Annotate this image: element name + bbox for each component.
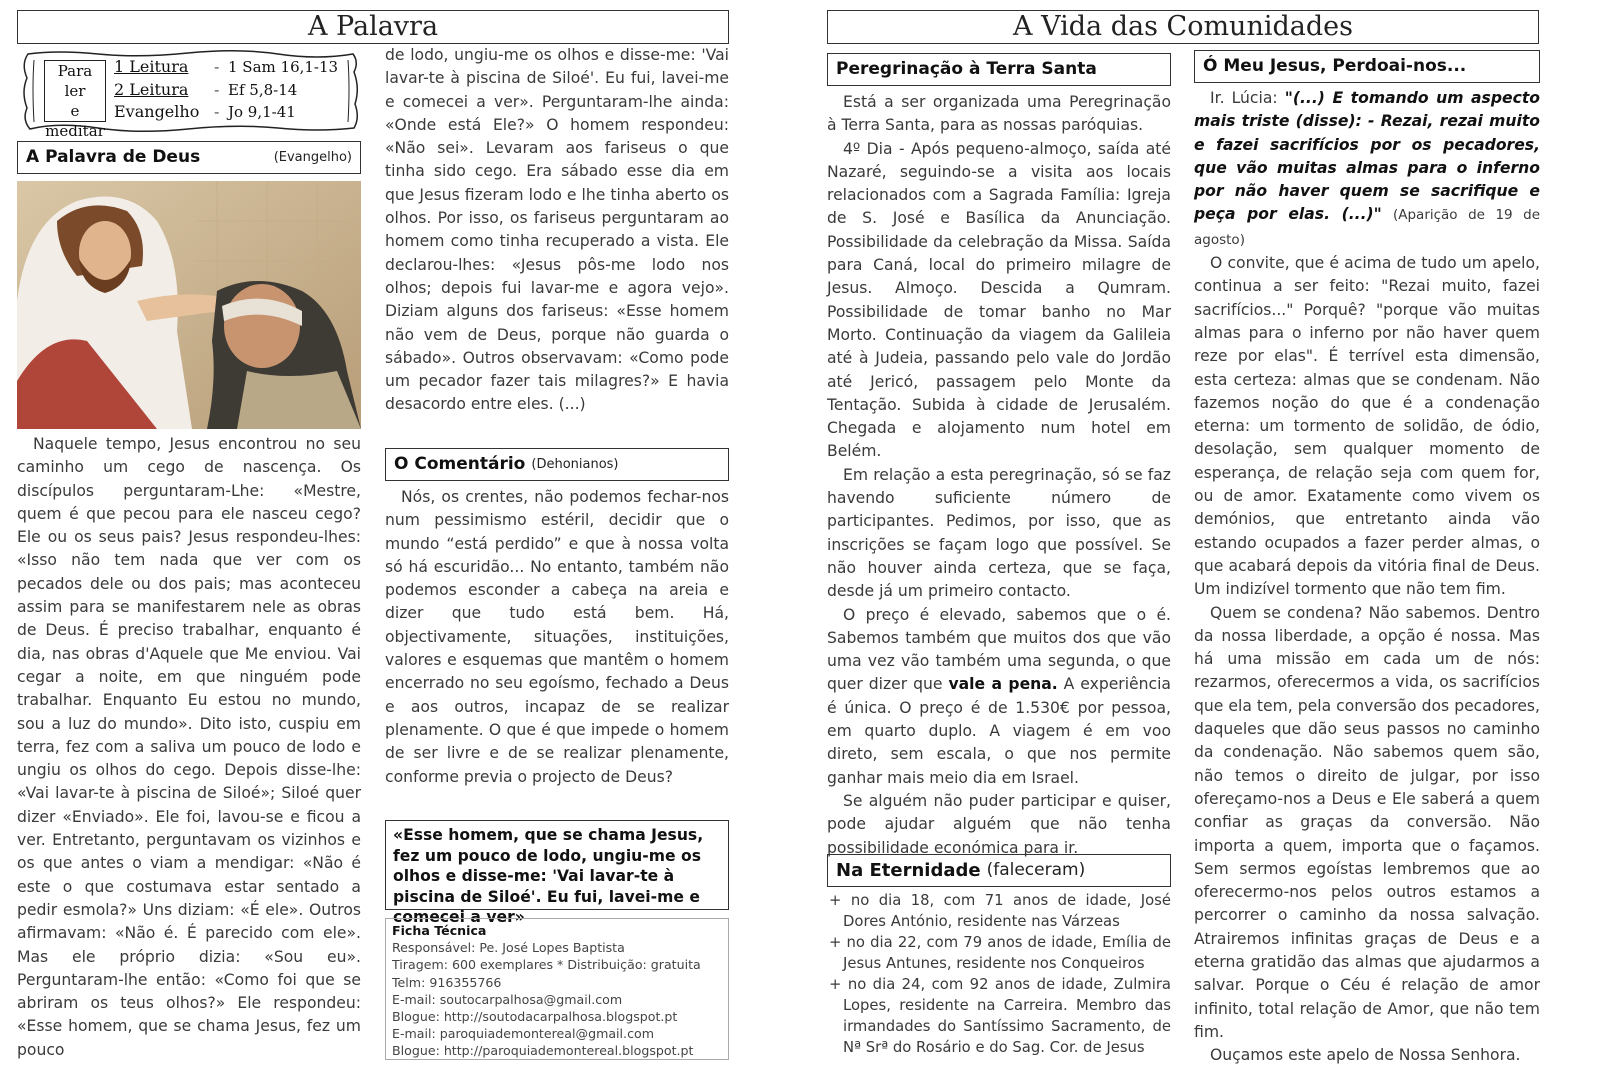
- readings-list: [114, 56, 354, 124]
- reading-dash: -: [214, 57, 220, 76]
- right-page-title: A Vida das Comunidades: [827, 10, 1539, 44]
- jesus-healing-blind-man-icon: [17, 181, 361, 429]
- lucia-quote: "(...) E tomando um aspecto mais triste (disse): - Rezai, rezai muito e fazei sacrifícios por os pecadores, que vão muitas almas para o inferno por não haver quem se sacrifique e peça por elas. (...)": [1194, 89, 1540, 224]
- reading-ref: Ef 5,8-14: [228, 80, 298, 99]
- ficha-email-link[interactable]: E-mail: paroquiademontereal@gmail.com: [392, 1026, 654, 1042]
- jesus-paragraph: Ouçamos este apelo de Nossa Senhora.: [1210, 1046, 1521, 1065]
- section-title: Na Eternidade: [836, 860, 981, 881]
- section-title: A Palavra de Deus: [26, 147, 201, 167]
- emphasis-text: vale a pena.: [948, 675, 1058, 694]
- reading-ref: 1 Sam 16,1-13: [228, 58, 339, 76]
- obituary-item: + no dia 22, com 79 anos de idade, Emília de Jesus Antunes, residente nos Conqueiros: [829, 934, 1171, 972]
- reading-name: Evangelho: [114, 102, 200, 121]
- ficha-blog-link[interactable]: Blogue: http://paroquiademontereal.blogspot.pt: [392, 1043, 694, 1059]
- section-title: Ó Meu Jesus, Perdoai-nos...: [1203, 56, 1467, 76]
- peregrinacao-paragraph: 4º Dia - Após pequeno-almoço, saída até Nazaré, seguindo-se a visita aos locais relacionados com a Sagrada Família: Igreja de S. José e Basílica da Anunciação. Possibilidade da celebração da Missa. Saída para Caná, local do primeiro milagre de Jesus. Almoço. Descida a Qumram. Possibilidade de tomar banho no Mar Morto. Continuação da viagem da Galileia até à Judeia, passando pelo vale do Jordão até Jericó, passagem pelo Monte da Tentação. Subida à cidade de Jerusalém. Chegada e alojamento num hotel em Belém.: [827, 139, 1171, 461]
- label-line: meditar: [45, 122, 105, 140]
- eternidade-section: [827, 854, 1171, 1058]
- obituary-item: + no dia 18, com 71 anos de idade, José Dores António, residente nas Várzeas: [829, 892, 1171, 930]
- peregrinacao-paragraph: Está a ser organizada uma Peregrinação à Terra Santa, para as nossas paróquias.: [827, 93, 1171, 135]
- readings-scroll: [18, 48, 363, 140]
- section-title: Peregrinação à Terra Santa: [836, 59, 1097, 79]
- reading-name: 2 Leitura: [114, 79, 189, 99]
- peregrinacao-header: [827, 53, 1171, 86]
- ficha-email-link[interactable]: E-mail: soutocarpalhosa@gmail.com: [392, 991, 623, 1007]
- reading-row: [114, 101, 354, 124]
- readings-label: [44, 60, 106, 140]
- reading-row: [114, 79, 354, 102]
- ficha-line: Tiragem: 600 exemplares * Distribuição: gratuita: [392, 957, 701, 973]
- ficha-title: Ficha Técnica: [392, 923, 487, 938]
- reading-name: 1 Leitura: [114, 57, 189, 76]
- peregrinacao-paragraph: Se alguém não puder participar e quiser, pode ajudar alguém que não tenha possibilidade económica para ir.: [827, 791, 1171, 857]
- price-text: A experiência é única. O preço é de 1.530€ por pessoa, em quarto duplo. A viagem é em voo direto, sem escala, o que nos permite ganhar mais meio dia em Israel.: [827, 675, 1171, 787]
- palavra-header: [17, 141, 361, 174]
- column-4: [1194, 50, 1540, 1067]
- section-subtitle: (Dehonianos): [531, 457, 619, 472]
- peregrinacao-paragraph: [827, 604, 1171, 790]
- section-title: O Comentário: [394, 454, 526, 474]
- column-3: [827, 53, 1171, 860]
- ficha-line: Responsável: Pe. José Lopes Baptista: [392, 940, 625, 956]
- reading-dash: -: [214, 79, 220, 99]
- gospel-continuation: de lodo, ungiu-me os olhos e disse-me: 'Vai lavar-te à piscina de Siloé'. Eu fui, lavei-me e comecei a ver». Perguntaram-lhe ainda: «Onde está Ele?» O homem respondeu: «Não sei». Levaram aos fariseus o que tinha sido cego. Era sábado esse dia em que Jesus fizeram lodo e lhe tinha aberto os olhos. Por isso, os fariseus perguntaram ao homem como tinha recuperado a vista. Ele declarou-lhes: «Jesus pôs-me lodo nos olhos; depois fui lavar-me e agora vejo». Diziam alguns dos fariseus: «Esse homem não vem de Deus, porque não guarda o sábado». Outros observavam: «Como pode um pecador fazer tais milagres?» E havia desacordo entre eles. (...): [385, 46, 729, 414]
- comentario-header: [385, 448, 729, 481]
- column-2: [385, 44, 729, 417]
- ficha-line: Telm: 916355766: [392, 974, 502, 990]
- gospel-illustration: [17, 181, 361, 429]
- peregrinacao-paragraph: Em relação a esta peregrinação, só se faz havendo suficiente número de participantes. Pedimos, por isso, que as inscrições se façam logo que possível. Se não houver ainda certeza, que se faça, desde já um primeiro contacto.: [827, 465, 1171, 601]
- jesus-header: [1194, 50, 1540, 83]
- section-subtitle: (Evangelho): [273, 150, 352, 165]
- label-line: Para ler: [57, 62, 93, 100]
- ficha-tecnica: [385, 918, 729, 1060]
- obituary-item: + no dia 24, com 92 anos de idade, Zulmira Lopes, residente na Carreira. Membro das irmandades do Santíssimo Sacramento, de Nª Srª do Rosário e do Sag. Cor. de Jesus: [829, 976, 1171, 1056]
- eternidade-header: [827, 854, 1171, 887]
- ficha-blog-link[interactable]: Blogue: http://soutodacarpalhosa.blogspot.pt: [392, 1009, 678, 1025]
- column-1: [17, 141, 361, 174]
- quote-lead: Ir. Lúcia:: [1210, 89, 1278, 107]
- jesus-paragraph: Quem se condena? Não sabemos. Dentro da nossa liberdade, a opção é nossa. Mas há uma missão em cada um de nós: rezarmos, oferecermos a vida, os sacrifícios que ela tem, pela conversão dos pecadores, daqueles que dão seus passos no caminho da condenação. Não sabemos quem são, não temos o direito de julgar, por isso ofereçamo-nos a Deus e Ele saberá a quem confiar as graças da conversão. Não importa a quem, importa que o façamos. Sem sermos egoístas lembremos que ao oferecermo-nos pelos outros estamos a percorrer o caminho da nossa salvação. Atrairemos infinitas graças de Deus e a eterna gratidão das almas que ajudarmos a salvar. Porque o Céu é relação de amor infinito, total relação de Amor, que não tem fim.: [1194, 603, 1540, 1041]
- left-page-title: A Palavra: [17, 10, 729, 44]
- comentario-section: [385, 448, 729, 789]
- label-line: e: [70, 102, 80, 120]
- price-text: O preço é elevado, sabemos que o é. Sabemos também que muitos dos que vão uma vez vão também uma segunda, o que quer dizer que: [827, 605, 1171, 694]
- gospel-text-col1: [17, 433, 361, 1062]
- obituary-list: [827, 890, 1171, 1058]
- highlight-quote: «Esse homem, que se chama Jesus, fez um pouco de lodo, ungiu-me os olhos e disse-me: 'Vai lavar-te à piscina de Siloé'. Eu fui, lavei-me e comecei a ver»: [385, 820, 729, 910]
- quote-note: (Aparição de 19 de agosto): [1194, 207, 1540, 248]
- reading-row: [114, 56, 354, 79]
- gospel-paragraph: Naquele tempo, Jesus encontrou no seu caminho um cego de nascença. Os discípulos perguntaram-Lhe: «Mestre, quem é que pecou para ele nasceu cego? Ele ou os seus pais? Jesus respondeu-lhes: «Isso não tem nada que ver com os pecados dele ou dos pais; mas aconteceu assim para se manifestarem nele as obras de Deus. É preciso trabalhar, enquanto é dia, nas obras d'Aquele que Me enviou. Vai cegar a noite, em que ninguém pode trabalhar. Enquanto Eu estou no mundo, sou a luz do mundo». Dito isto, cuspiu em terra, fez com a saliva um pouco de lodo e ungiu os olhos do cego. Depois disse-lhe: «Vai lavar-te à piscina de Siloé»; Siloé quer dizer «Enviado». Ele foi, lavou-se e ficou a ver. Entretanto, perguntavam os vizinhos e os que antes o viam a mendigar: «Não é este o que costumava estar sentado a pedir esmola?» Uns diziam: «É ele». Outros afirmavam: «Não é. É parecido com ele». Mas ele próprio dizia: «Sou eu». Perguntaram-lhe então: «Como foi que se abriram os teus olhos?» Ele respondeu: «Esse homem, que se chama Jesus, fez um pouco: [17, 435, 361, 1059]
- section-subtitle: (faleceram): [986, 860, 1086, 880]
- lucia-quote-paragraph: [1194, 87, 1540, 252]
- jesus-paragraph: O convite, que é acima de tudo um apelo, continua a ser feito: "Rezai muito, fazei sacrifícios..." Porquê? "porque vão muitas almas para o inferno por não haver quem reze por elas". É terrível esta dimensão, esta certeza: almas que se condenam. Não fazemos noção do que é a condenação eterna: um tormento de solidão, de ódio, desolação, sem qualquer momento de esperança, de relação seja com quem for, ou de amor. Exatamente como vivem os demónios, que entretanto ainda vão estando ocupados a fazer perder almas, o que acabará depois da vitória final de Deus. Um indizível tormento que não tem fim.: [1194, 254, 1540, 599]
- comentario-paragraph: Nós, os crentes, não podemos fechar-nos num pessimismo estéril, decidir que o mundo “está perdido” e que à nossa volta só há escuridão... No entanto, também não podemos esconder a cabeça na areia e dizer que tudo está bem. Há, objectivamente, situações, instituições, valores e esquemas que mantêm o homem encerrado no seu egoísmo, fechado a Deus e aos outros, incapaz de se realizar plenamente. O que é que impede o homem de ser livre e de se realizar plenamente, conforme previa o projecto de Deus?: [385, 488, 729, 786]
- reading-dash: -: [214, 102, 220, 121]
- reading-ref: Jo 9,1-41: [228, 103, 296, 121]
